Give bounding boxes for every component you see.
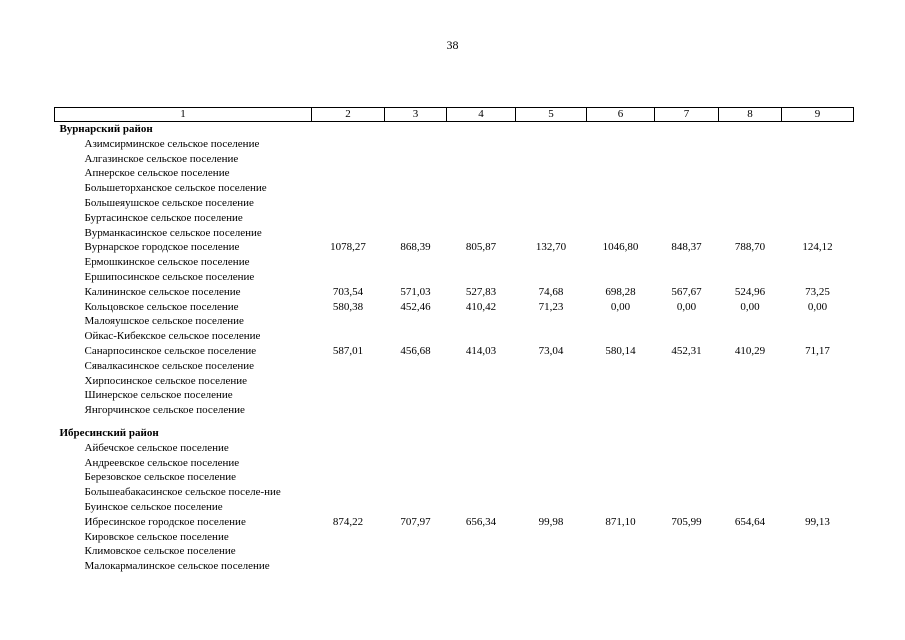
column-header: 6 — [587, 108, 655, 122]
settlement-name: Буртасинское сельское поселение — [84, 211, 243, 224]
value-cell: 452,31 — [671, 344, 702, 357]
value-cell — [655, 374, 719, 389]
value-cell — [385, 456, 447, 471]
value-cell — [782, 211, 854, 226]
value-cell — [516, 500, 587, 515]
value-cell — [516, 314, 587, 329]
value-cell — [655, 314, 719, 329]
value-cell — [719, 211, 782, 226]
column-header: 1 — [55, 108, 312, 122]
value-cell — [782, 544, 854, 559]
value-cell: 456,68 — [400, 344, 431, 357]
value-cell — [516, 329, 587, 344]
value-cell — [587, 530, 655, 545]
district-row — [55, 122, 854, 137]
table-row — [55, 530, 854, 545]
value-cell — [447, 152, 516, 167]
value-cell: 874,22 — [332, 515, 364, 528]
data-table — [54, 107, 854, 574]
value-cell — [312, 441, 385, 456]
settlement-name: Вурманкасинское сельское поселение — [84, 226, 262, 239]
value-cell — [516, 270, 587, 285]
value-cell — [719, 388, 782, 403]
value-cell — [516, 544, 587, 559]
value-cell — [782, 314, 854, 329]
value-cell — [516, 470, 587, 485]
value-cell — [385, 544, 447, 559]
value-cell — [655, 166, 719, 181]
value-cell — [516, 485, 587, 500]
value-cell: 452,46 — [400, 300, 431, 313]
value-cell — [587, 314, 655, 329]
value-cell — [447, 500, 516, 515]
value-cell — [782, 441, 854, 456]
value-cell — [385, 226, 447, 241]
value-cell — [385, 470, 447, 485]
value-cell — [655, 456, 719, 471]
value-cell — [782, 559, 854, 574]
value-cell — [385, 485, 447, 500]
value-cell — [312, 270, 385, 285]
table-row — [55, 166, 854, 181]
value-cell — [385, 388, 447, 403]
value-cell: 1078,27 — [330, 241, 366, 254]
table-row — [55, 374, 854, 389]
value-cell: 0,00 — [610, 300, 631, 313]
value-cell — [587, 559, 655, 574]
table-row — [55, 226, 854, 241]
value-cell: 73,04 — [538, 344, 564, 357]
value-cell — [655, 181, 719, 196]
value-cell — [447, 544, 516, 559]
value-cell — [782, 530, 854, 545]
settlement-name: Ойкас-Кибекское сельское поселение — [84, 330, 261, 343]
settlement-name: Кольцовское сельское поселение — [84, 300, 239, 313]
column-header: 9 — [782, 108, 854, 122]
settlement-name: Малокармалинское сельское поселение — [84, 560, 270, 573]
value-cell — [312, 530, 385, 545]
value-cell: 71,23 — [538, 300, 564, 313]
settlement-name: Ибресинское городское поселение — [84, 515, 246, 528]
value-cell — [782, 388, 854, 403]
value-cell — [719, 559, 782, 574]
value-cell — [655, 359, 719, 374]
value-cell — [587, 544, 655, 559]
value-cell — [447, 441, 516, 456]
value-cell — [312, 456, 385, 471]
value-cell — [385, 255, 447, 270]
value-cell — [312, 152, 385, 167]
value-cell — [385, 559, 447, 574]
value-cell — [655, 226, 719, 241]
value-cell — [719, 485, 782, 500]
settlement-name: Климовское сельское поселение — [84, 545, 236, 558]
value-cell — [719, 166, 782, 181]
value-cell — [587, 441, 655, 456]
value-cell: 410,42 — [465, 300, 497, 313]
settlement-name: Березовское сельское поселение — [84, 471, 236, 484]
value-cell: 788,70 — [734, 241, 766, 254]
value-cell — [782, 374, 854, 389]
value-cell — [655, 470, 719, 485]
settlement-name: Андреевское сельское поселение — [84, 456, 240, 469]
value-cell — [447, 359, 516, 374]
value-cell — [587, 388, 655, 403]
value-cell — [447, 181, 516, 196]
value-cell — [312, 196, 385, 211]
value-cell — [516, 137, 587, 152]
value-cell — [516, 226, 587, 241]
value-cell — [655, 500, 719, 515]
table-row — [55, 240, 854, 255]
value-cell — [719, 181, 782, 196]
value-cell — [655, 485, 719, 500]
value-cell: 99,98 — [538, 515, 564, 528]
settlement-name: Алгазинское сельское поселение — [84, 152, 239, 165]
value-cell — [719, 544, 782, 559]
value-cell — [655, 388, 719, 403]
value-cell: 871,10 — [605, 515, 636, 528]
settlement-name: Хирпосинское сельское поселение — [84, 374, 248, 387]
value-cell — [447, 485, 516, 500]
value-cell — [719, 403, 782, 418]
table-row — [55, 441, 854, 456]
value-cell — [782, 500, 854, 515]
value-cell — [587, 403, 655, 418]
settlement-name: Большеторханское сельское поселение — [84, 182, 267, 195]
table-row — [55, 500, 854, 515]
value-cell — [447, 456, 516, 471]
value-cell: 587,01 — [332, 344, 364, 357]
value-cell — [587, 166, 655, 181]
settlement-name: Санарпосинское сельское поселение — [84, 344, 257, 357]
value-cell — [312, 211, 385, 226]
value-cell — [782, 485, 854, 500]
value-cell: 580,14 — [605, 344, 636, 357]
value-cell — [719, 441, 782, 456]
value-cell — [516, 441, 587, 456]
value-cell: 71,17 — [805, 344, 830, 357]
value-cell — [782, 329, 854, 344]
value-cell — [312, 226, 385, 241]
column-header: 5 — [516, 108, 587, 122]
value-cell — [655, 329, 719, 344]
value-cell — [719, 196, 782, 211]
table-row — [55, 300, 854, 315]
value-cell — [447, 255, 516, 270]
settlement-name: Большеабакасинское сельское поселе-ние — [84, 486, 281, 499]
settlement-name: Вурнарское городское поселение — [84, 241, 240, 254]
value-cell — [587, 329, 655, 344]
table-row — [55, 314, 854, 329]
value-cell — [447, 530, 516, 545]
settlement-name: Ермошкинское сельское поселение — [84, 256, 250, 269]
table-row — [55, 255, 854, 270]
value-cell — [385, 137, 447, 152]
settlement-name: Ершипосинское сельское поселение — [84, 270, 255, 283]
value-cell — [312, 137, 385, 152]
value-cell: 567,67 — [671, 285, 702, 298]
value-cell — [447, 329, 516, 344]
value-cell — [385, 441, 447, 456]
value-cell: 410,29 — [734, 344, 766, 357]
value-cell — [655, 530, 719, 545]
value-cell — [312, 403, 385, 418]
value-cell — [587, 500, 655, 515]
table-row — [55, 137, 854, 152]
table-row — [55, 544, 854, 559]
value-cell — [516, 559, 587, 574]
value-cell — [719, 456, 782, 471]
value-cell: 74,68 — [538, 285, 564, 298]
value-cell — [312, 374, 385, 389]
table-row — [55, 470, 854, 485]
value-cell — [516, 211, 587, 226]
settlement-name: Янгорчинское сельское поселение — [84, 404, 245, 417]
column-header: 4 — [447, 108, 516, 122]
value-cell: 1046,80 — [602, 241, 639, 254]
spacer-row — [55, 418, 854, 426]
value-cell — [516, 196, 587, 211]
settlement-name: Буинское сельское поселение — [84, 500, 223, 513]
table-row — [55, 285, 854, 300]
value-cell — [312, 359, 385, 374]
value-cell: 805,87 — [465, 241, 497, 254]
value-cell — [782, 255, 854, 270]
value-cell — [447, 196, 516, 211]
value-cell — [587, 470, 655, 485]
value-cell — [782, 166, 854, 181]
value-cell — [385, 314, 447, 329]
value-cell — [719, 270, 782, 285]
value-cell — [447, 470, 516, 485]
value-cell — [782, 137, 854, 152]
table-row — [55, 359, 854, 374]
settlement-name: Шинерское сельское поселение — [84, 389, 233, 402]
value-cell — [516, 456, 587, 471]
value-cell: 868,39 — [400, 241, 431, 254]
value-cell — [447, 137, 516, 152]
value-cell — [719, 329, 782, 344]
value-cell — [655, 441, 719, 456]
value-cell — [516, 530, 587, 545]
settlement-name: Большеяушское сельское поселение — [84, 196, 254, 209]
value-cell — [312, 388, 385, 403]
value-cell: 703,54 — [332, 285, 364, 298]
value-cell — [655, 152, 719, 167]
table-row — [55, 181, 854, 196]
value-cell: 524,96 — [734, 285, 766, 298]
table-row — [55, 344, 854, 359]
district-row — [55, 426, 854, 441]
value-cell — [719, 226, 782, 241]
value-cell: 0,00 — [676, 300, 697, 313]
value-cell — [312, 314, 385, 329]
value-cell — [385, 211, 447, 226]
column-header: 8 — [719, 108, 782, 122]
table-row — [55, 270, 854, 285]
value-cell — [516, 166, 587, 181]
value-cell — [587, 137, 655, 152]
value-cell — [587, 270, 655, 285]
value-cell — [385, 374, 447, 389]
value-cell — [719, 374, 782, 389]
value-cell — [587, 485, 655, 500]
value-cell: 73,25 — [805, 285, 830, 298]
value-cell — [385, 500, 447, 515]
value-cell: 580,38 — [332, 300, 364, 313]
value-cell — [782, 152, 854, 167]
value-cell: 0,00 — [807, 300, 828, 313]
value-cell: 132,70 — [535, 241, 567, 254]
value-cell — [719, 314, 782, 329]
value-cell — [312, 329, 385, 344]
value-cell — [587, 374, 655, 389]
value-cell: 705,99 — [671, 515, 702, 528]
value-cell — [447, 226, 516, 241]
value-cell — [655, 255, 719, 270]
value-cell — [719, 152, 782, 167]
value-cell — [516, 255, 587, 270]
value-cell — [385, 329, 447, 344]
value-cell — [516, 388, 587, 403]
value-cell: 848,37 — [671, 241, 702, 254]
value-cell: 571,03 — [400, 285, 431, 298]
value-cell — [719, 255, 782, 270]
table-row — [55, 388, 854, 403]
table-row — [55, 211, 854, 226]
table-row — [55, 403, 854, 418]
settlement-name: Кировское сельское поселение — [84, 530, 229, 543]
value-cell: 527,83 — [465, 285, 497, 298]
value-cell — [587, 226, 655, 241]
column-header: 7 — [655, 108, 719, 122]
value-cell — [516, 359, 587, 374]
value-cell — [587, 255, 655, 270]
value-cell — [385, 530, 447, 545]
table-row — [55, 515, 854, 530]
settlement-name: Азимсирминское сельское поселение — [84, 137, 260, 150]
table-row — [55, 329, 854, 344]
value-cell — [782, 181, 854, 196]
settlement-name: Малояушское сельское поселение — [84, 315, 244, 328]
value-cell — [447, 559, 516, 574]
value-cell — [782, 270, 854, 285]
value-cell — [312, 255, 385, 270]
value-cell — [782, 226, 854, 241]
column-header: 2 — [312, 108, 385, 122]
value-cell — [385, 270, 447, 285]
value-cell — [655, 544, 719, 559]
value-cell — [587, 181, 655, 196]
value-cell — [447, 270, 516, 285]
value-cell — [516, 152, 587, 167]
value-cell — [655, 559, 719, 574]
value-cell — [312, 166, 385, 181]
district-name: Вурнарский район — [59, 123, 153, 135]
value-cell — [447, 388, 516, 403]
settlement-name: Калининское сельское поселение — [84, 285, 241, 298]
table-row — [55, 559, 854, 574]
value-cell — [447, 166, 516, 181]
value-cell — [655, 211, 719, 226]
value-cell — [719, 137, 782, 152]
value-cell: 414,03 — [465, 344, 497, 357]
value-cell — [587, 456, 655, 471]
table-row — [55, 196, 854, 211]
value-cell — [447, 374, 516, 389]
settlement-name: Айбечское сельское поселение — [84, 441, 229, 454]
value-cell — [312, 181, 385, 196]
value-cell — [719, 359, 782, 374]
value-cell — [385, 166, 447, 181]
value-cell — [719, 470, 782, 485]
value-cell — [312, 470, 385, 485]
value-cell — [516, 374, 587, 389]
value-cell — [719, 500, 782, 515]
value-cell — [312, 500, 385, 515]
value-cell — [587, 211, 655, 226]
value-cell: 99,13 — [805, 515, 830, 528]
value-cell — [655, 196, 719, 211]
value-cell — [312, 544, 385, 559]
value-cell — [312, 559, 385, 574]
value-cell — [447, 211, 516, 226]
value-cell: 124,12 — [802, 241, 833, 254]
column-header: 3 — [385, 108, 447, 122]
value-cell — [447, 314, 516, 329]
value-cell: 707,97 — [400, 515, 431, 528]
table-row — [55, 152, 854, 167]
value-cell — [587, 152, 655, 167]
value-cell — [782, 196, 854, 211]
value-cell — [385, 359, 447, 374]
column-number-row — [55, 108, 854, 122]
value-cell — [782, 403, 854, 418]
value-cell — [782, 359, 854, 374]
value-cell — [385, 196, 447, 211]
page-number: 38 — [446, 38, 459, 52]
value-cell: 656,34 — [465, 515, 497, 528]
value-cell — [655, 270, 719, 285]
value-cell — [516, 181, 587, 196]
value-cell — [312, 485, 385, 500]
value-cell — [447, 403, 516, 418]
table-body — [55, 122, 854, 574]
settlement-name: Апнерское сельское поселение — [84, 167, 230, 180]
value-cell — [655, 137, 719, 152]
value-cell — [516, 403, 587, 418]
value-cell — [719, 530, 782, 545]
value-cell — [385, 152, 447, 167]
table-row — [55, 456, 854, 471]
table-row — [55, 485, 854, 500]
district-name: Ибресинский район — [59, 426, 159, 439]
value-cell — [782, 456, 854, 471]
value-cell — [385, 403, 447, 418]
settlement-name: Сявалкасинское сельское поселение — [84, 359, 254, 372]
value-cell — [587, 359, 655, 374]
value-cell: 0,00 — [740, 300, 760, 313]
value-cell: 654,64 — [734, 515, 766, 528]
value-cell: 698,28 — [605, 285, 636, 298]
value-cell — [782, 470, 854, 485]
value-cell — [385, 181, 447, 196]
value-cell — [587, 196, 655, 211]
value-cell — [655, 403, 719, 418]
